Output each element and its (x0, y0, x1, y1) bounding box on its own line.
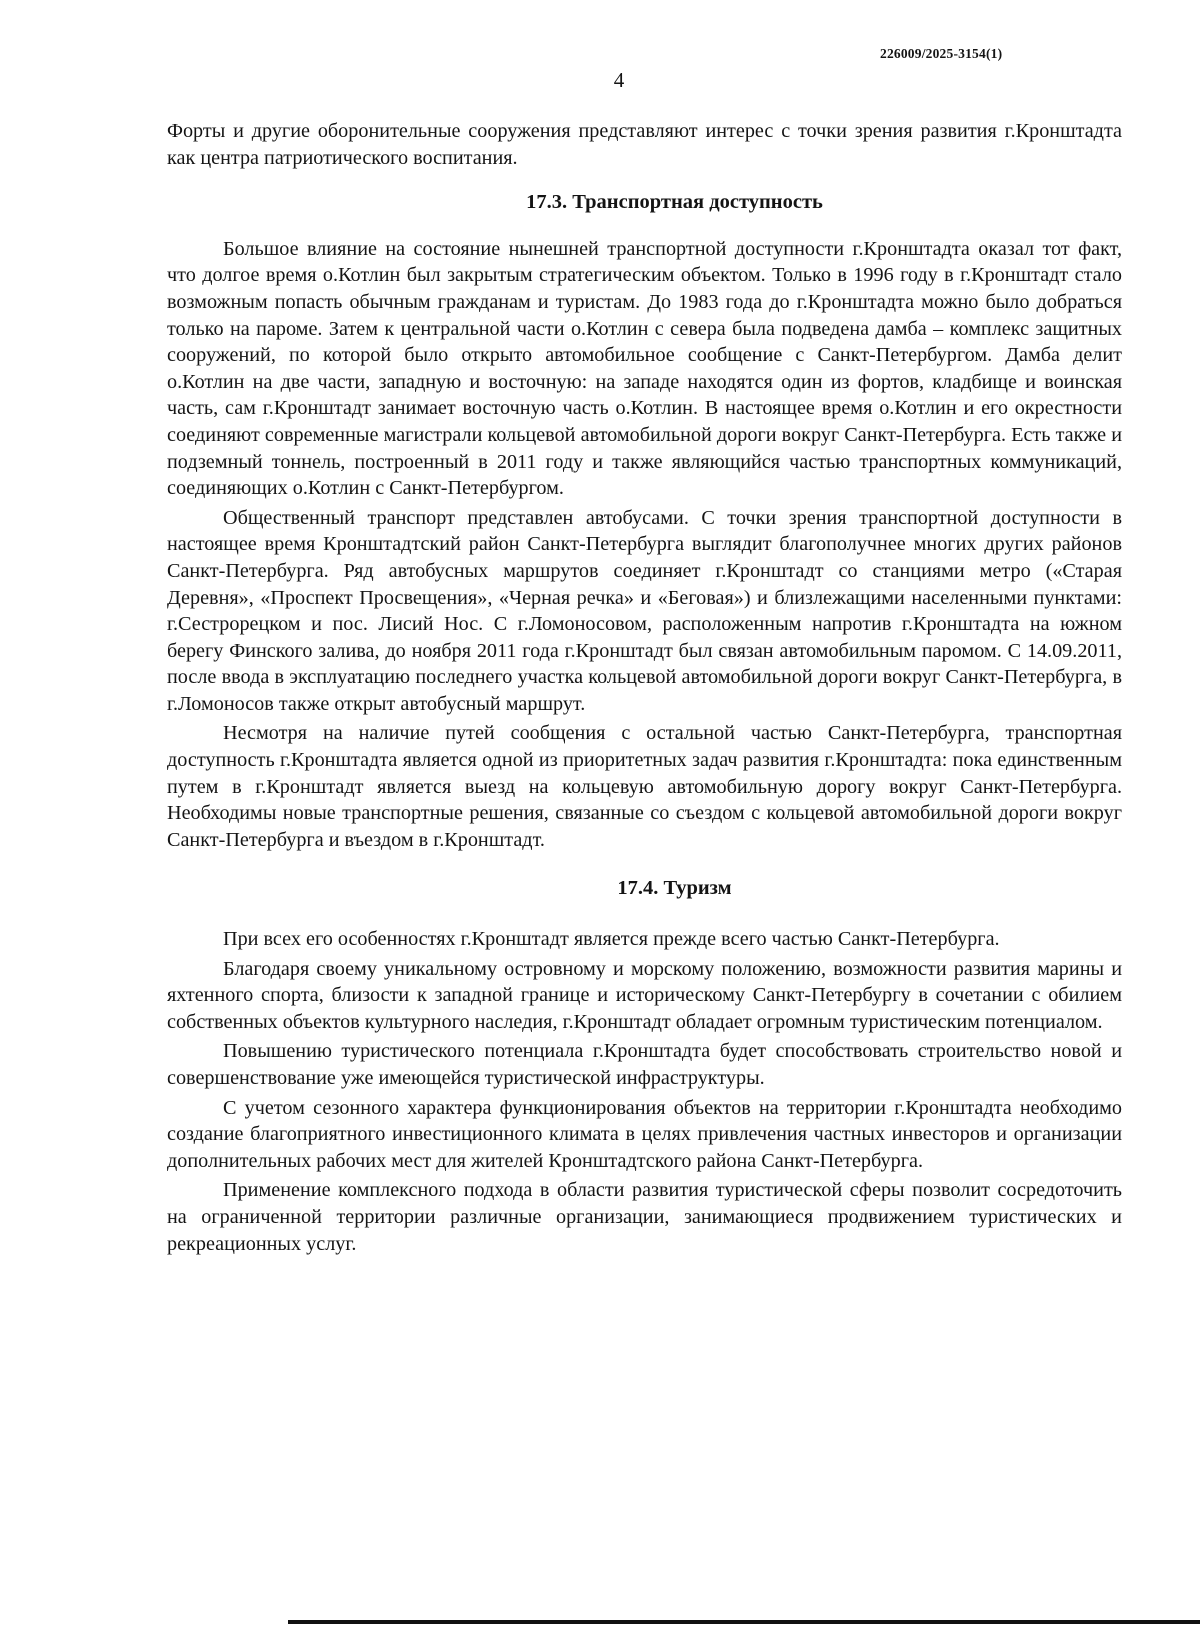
tourism-paragraph-2: Благодаря своему уникальному островному и морскому положению, возможности развития марины и яхтенного спорта, близости к западной границе и историческому Санкт-Петербургу в сочетании с обилием собственных объектов культурного наследия, г.Кронштадт обладает огромным туристическим потенциалом. (167, 957, 1122, 1033)
document-body (167, 118, 1122, 1257)
section-heading-transport: 17.3. Транспортная доступность (526, 191, 823, 214)
intro-paragraph: Форты и другие оборонительные сооружения представляют интерес с точки зрения развития г.Кронштадта как центра патриотического воспитания. (167, 120, 1122, 169)
transport-paragraph-1: Большое влияние на состояние нынешней транспортной доступности г.Кронштадта оказал тот факт, что долгое время о.Котлин был закрытым стратегическим объектом. Только в 1996 году в г.Кронштадт стало возможным попасть обычным гражданам и туристам. До 1983 года до г.Кронштадта можно было добраться только на пароме. Затем к центральной части о.Котлин с севера была подведена дамба – комплекс защитных сооружений, по которой было открыто автомобильное сообщение с Санкт-Петербургом. Дамба делит о.Котлин на две части, западную и восточную: на западе находятся один из фортов, кладбище и воинская часть, сам г.Кронштадт занимает восточную часть о.Котлин. В настоящее время о.Котлин и его окрестности соединяют современные магистрали кольцевой автомобильной дороги вокруг Санкт-Петербурга. Есть также и подземный тоннель, построенный в 2011 году и также являющийся частью транспортных коммуникаций, соединяющих о.Котлин с Санкт-Петербургом. (167, 237, 1122, 500)
transport-paragraph-3: Несмотря на наличие путей сообщения с остальной частью Санкт-Петербурга, транспортная доступность г.Кронштадта является одной из приоритетных задач развития г.Кронштадта: пока единственным путем в г.Кронштадт является выезд на кольцевую автомобильную дорогу вокруг Санкт-Петербурга. Необходимы новые транспортные решения, связанные со съездом с кольцевой автомобильной дороги вокруг Санкт-Петербурга и въездом в г.Кронштадт. (167, 722, 1122, 851)
tourism-paragraph-4: С учетом сезонного характера функционирования объектов на территории г.Кронштадта необходимо создание благоприятного инвестиционного климата в целях привлечения частных инвесторов и организации дополнительных рабочих мест для жителей Кронштадтского района Санкт-Петербурга. (167, 1096, 1122, 1172)
tourism-paragraph-5: Применение комплексного подхода в области развития туристической сферы позволит сосредоточить на ограниченной территории различные организации, занимающиеся продвижением туристических и рекреационных услуг. (167, 1179, 1122, 1255)
scan-edge-line (288, 1620, 1200, 1624)
page-number: 4 (613, 68, 625, 92)
document-registration-number: 226009/2025-3154(1) (880, 46, 1003, 61)
tourism-paragraph-3: Повышению туристического потенциала г.Кронштадта будет способствовать строительство новой и совершенствование уже имеющейся туристической инфраструктуры. (167, 1040, 1122, 1089)
section-heading-tourism: 17.4. Туризм (617, 877, 732, 900)
transport-paragraph-2: Общественный транспорт представлен автобусами. С точки зрения транспортной доступности в настоящее время Кронштадтский район Санкт-Петербурга выглядит благополучнее многих других районов Санкт-Петербурга. Ряд автобусных маршрутов соединяет г.Кронштадт со станциями метро («Старая Деревня», «Проспект Просвещения», «Черная речка» и «Беговая») и близлежащими населенными пунктами: г.Сестрорецком и пос. Лисий Нос. С г.Ломоносовом, расположенным напротив г.Кронштадта на южном берегу Финского залива, до ноября 2011 года г.Кронштадт был связан автомобильным паромом. С 14.09.2011, после ввода в эксплуатацию последнего участка кольцевой автомобильной дороги вокруг Санкт-Петербурга, в г.Ломоносов также открыт автобусный маршрут. (167, 506, 1122, 715)
tourism-paragraph-1: При всех его особенностях г.Кронштадт является прежде всего частью Санкт-Петербурга. (223, 928, 1000, 951)
